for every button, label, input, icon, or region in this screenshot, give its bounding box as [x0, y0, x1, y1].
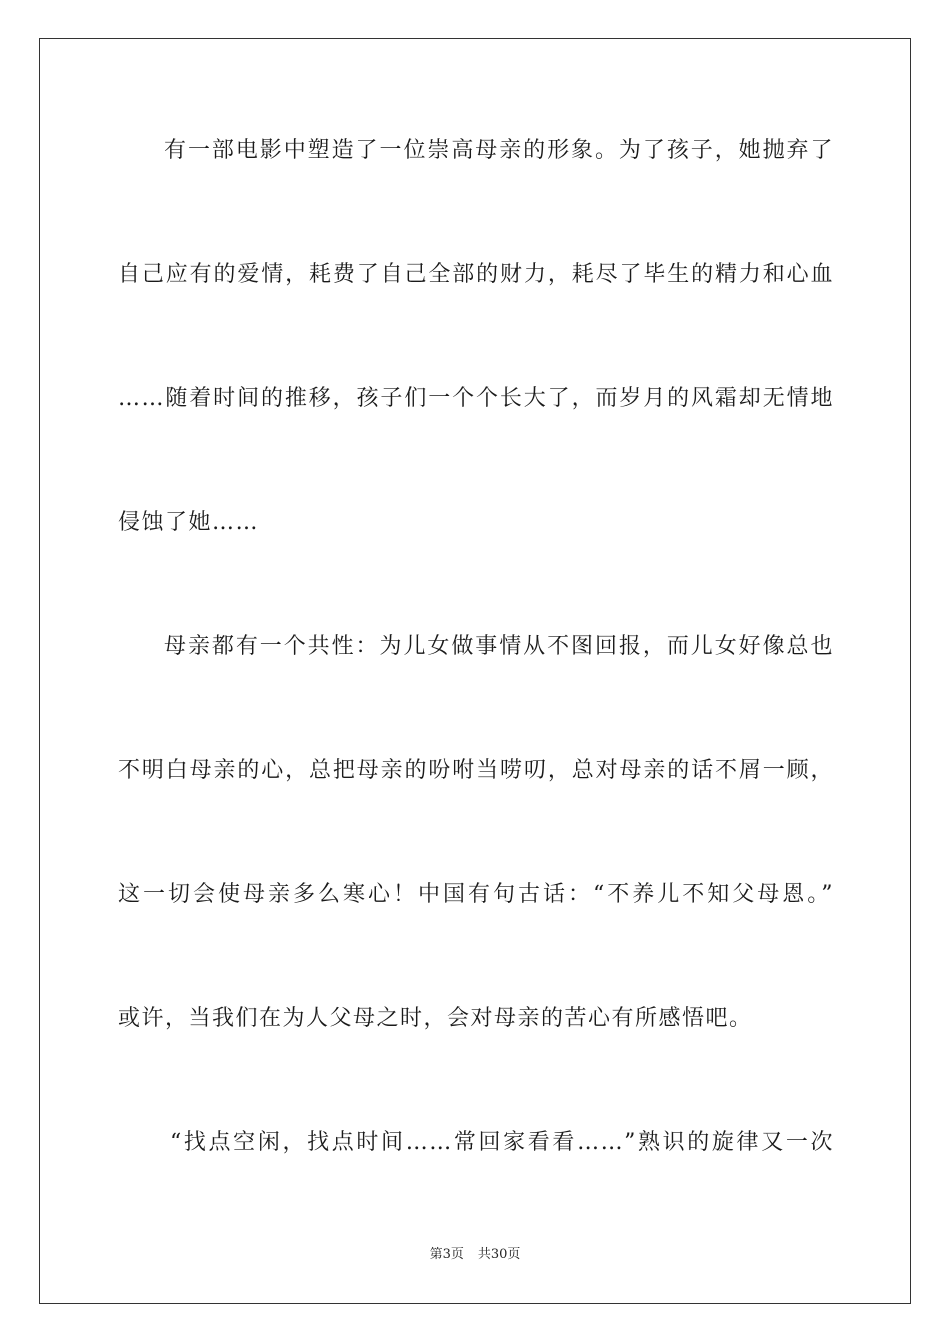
page-border — [39, 38, 911, 1304]
paragraph-2-line-3: 这一切会使母亲多么寒心！中国有句古话：“不养儿不知父母恩。” — [118, 882, 834, 907]
paragraph-2-line-1: 母亲都有一个共性：为儿女做事情从不图回报，而儿女好像总也 — [164, 634, 834, 659]
paragraph-1-line-1: 有一部电影中塑造了一位崇高母亲的形象。为了孩子，她抛弃了 — [164, 138, 834, 163]
paragraph-1-line-2: 自己应有的爱情，耗费了自己全部的财力，耗尽了毕生的精力和心血 — [118, 262, 834, 287]
paragraph-1-line-3: ……随着时间的推移，孩子们一个个长大了，而岁月的风霜却无情地 — [118, 386, 834, 411]
paragraph-2-line-2: 不明白母亲的心，总把母亲的吩咐当唠叨，总对母亲的话不屑一顾， — [118, 758, 834, 783]
page-footer — [0, 1246, 950, 1264]
paragraph-2-line-4: 或许，当我们在为人父母之时，会对母亲的苦心有所感悟吧。 — [118, 1006, 753, 1031]
paragraph-1-line-4: 侵蚀了她…… — [118, 510, 260, 535]
page-number-current: 第3页 — [429, 1247, 464, 1262]
page-number-total: 共30页 — [477, 1247, 521, 1262]
paragraph-3-line-1: “找点空闲，找点时间……常回家看看……”熟识的旋律又一次 — [170, 1130, 834, 1155]
